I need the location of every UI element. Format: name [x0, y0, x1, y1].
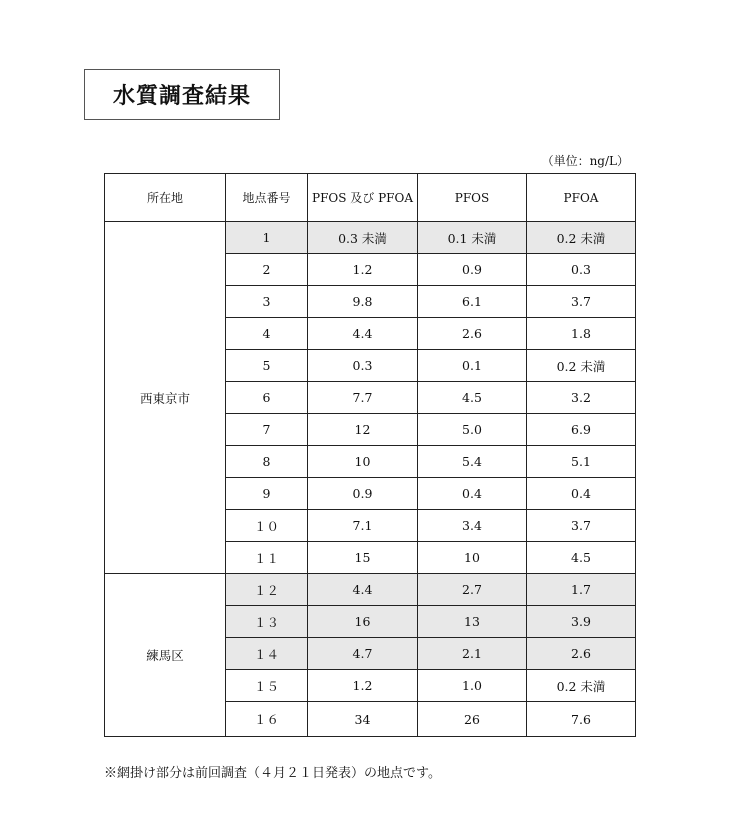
cell-pfos: 5.4: [418, 446, 527, 478]
cell-point-no: 8: [226, 446, 308, 478]
footnote: ※網掛け部分は前回調査（４月２１日発表）の地点です。: [104, 766, 441, 781]
cell-pfoa: 3.7: [527, 286, 636, 318]
table-body: [105, 222, 636, 737]
cell-pfos: 3.4: [418, 510, 527, 542]
cell-pfos-pfoa: 16: [308, 606, 418, 638]
cell-point-no: 4: [226, 318, 308, 350]
cell-pfoa: 1.8: [527, 318, 636, 350]
cell-pfos: 2.6: [418, 318, 527, 350]
cell-pfoa: 3.9: [527, 606, 636, 638]
cell-pfoa: 0.2 未満: [527, 350, 636, 382]
header-location: 所在地: [105, 174, 226, 222]
cell-pfoa: 2.6: [527, 638, 636, 670]
cell-pfos-pfoa: 4.7: [308, 638, 418, 670]
results-table: [104, 173, 636, 737]
table-row: [105, 222, 636, 254]
table-row: [105, 574, 636, 606]
cell-pfoa: 4.5: [527, 542, 636, 574]
cell-pfos: 0.9: [418, 254, 527, 286]
cell-pfos-pfoa: 12: [308, 414, 418, 446]
cell-pfos: 10: [418, 542, 527, 574]
page-title: 水質調査結果: [84, 69, 280, 120]
cell-point-no: 7: [226, 414, 308, 446]
cell-pfos: 2.1: [418, 638, 527, 670]
cell-point-no: １４: [226, 638, 308, 670]
cell-pfoa: 5.1: [527, 446, 636, 478]
header-pfoa: PFOA: [527, 174, 636, 222]
header-pfos-pfoa: PFOS 及び PFOA: [308, 174, 418, 222]
cell-pfoa: 0.4: [527, 478, 636, 510]
cell-location: 練馬区: [105, 574, 226, 737]
cell-point-no: １６: [226, 702, 308, 737]
cell-point-no: 3: [226, 286, 308, 318]
cell-pfoa: 1.7: [527, 574, 636, 606]
cell-pfos-pfoa: 4.4: [308, 574, 418, 606]
cell-point-no: 6: [226, 382, 308, 414]
cell-pfos: 5.0: [418, 414, 527, 446]
cell-pfos-pfoa: 7.1: [308, 510, 418, 542]
cell-point-no: １３: [226, 606, 308, 638]
cell-point-no: １１: [226, 542, 308, 574]
cell-pfos-pfoa: 4.4: [308, 318, 418, 350]
cell-pfos: 0.1: [418, 350, 527, 382]
cell-pfoa: 0.2 未満: [527, 670, 636, 702]
cell-point-no: １５: [226, 670, 308, 702]
cell-pfoa: 3.2: [527, 382, 636, 414]
cell-pfos-pfoa: 0.9: [308, 478, 418, 510]
unit-note: （単位：ng/L）: [541, 154, 629, 168]
cell-pfos-pfoa: 1.2: [308, 254, 418, 286]
cell-pfos-pfoa: 0.3: [308, 350, 418, 382]
table-header-row: [105, 174, 636, 222]
cell-location: 西東京市: [105, 222, 226, 574]
cell-pfos-pfoa: 1.2: [308, 670, 418, 702]
cell-point-no: 5: [226, 350, 308, 382]
cell-pfos-pfoa: 0.3 未満: [308, 222, 418, 254]
cell-pfos: 0.1 未満: [418, 222, 527, 254]
cell-pfoa: 0.2 未満: [527, 222, 636, 254]
cell-pfoa: 6.9: [527, 414, 636, 446]
cell-point-no: １０: [226, 510, 308, 542]
cell-point-no: 9: [226, 478, 308, 510]
header-pfos: PFOS: [418, 174, 527, 222]
cell-pfos: 4.5: [418, 382, 527, 414]
cell-pfoa: 7.6: [527, 702, 636, 737]
cell-pfos: 2.7: [418, 574, 527, 606]
cell-pfoa: 0.3: [527, 254, 636, 286]
cell-pfos-pfoa: 7.7: [308, 382, 418, 414]
cell-pfos-pfoa: 34: [308, 702, 418, 737]
cell-point-no: １２: [226, 574, 308, 606]
cell-pfos: 26: [418, 702, 527, 737]
header-point-no: 地点番号: [226, 174, 308, 222]
cell-point-no: 1: [226, 222, 308, 254]
cell-pfos: 1.0: [418, 670, 527, 702]
cell-pfos: 0.4: [418, 478, 527, 510]
cell-pfos-pfoa: 9.8: [308, 286, 418, 318]
cell-pfoa: 3.7: [527, 510, 636, 542]
cell-pfos: 13: [418, 606, 527, 638]
cell-pfos: 6.1: [418, 286, 527, 318]
cell-pfos-pfoa: 15: [308, 542, 418, 574]
cell-point-no: 2: [226, 254, 308, 286]
cell-pfos-pfoa: 10: [308, 446, 418, 478]
